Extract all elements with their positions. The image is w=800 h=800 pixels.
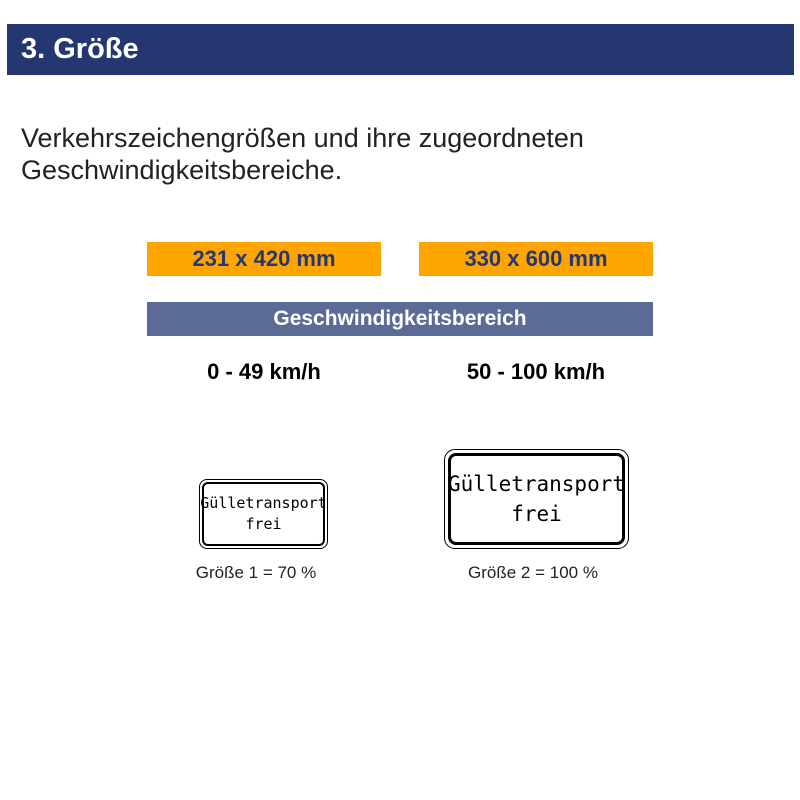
- section-header-bar: [7, 24, 794, 75]
- speed-range-large: 50 - 100 km/h: [466, 359, 606, 384]
- size-badge-large: 330 x 600 mm: [419, 242, 653, 276]
- speed-range-header: Geschwindigkeitsbereich: [147, 302, 653, 336]
- intro-line-1: Verkehrszeichengrößen und ihre zugeordneten: [21, 123, 584, 153]
- speed-range-small: 0 - 49 km/h: [207, 359, 321, 384]
- sign-small-line-2: frei: [245, 515, 282, 533]
- section-title: 3. Größe: [21, 33, 139, 65]
- intro-text: [21, 122, 721, 186]
- sign-large-line-2: frei: [511, 502, 562, 526]
- sign-small-caption: Größe 1 = 70 %: [195, 563, 317, 582]
- sign-large-caption: Größe 2 = 100 %: [468, 563, 598, 582]
- traffic-sign-large: [444, 449, 629, 549]
- size-badge-small: 231 x 420 mm: [147, 242, 381, 276]
- sign-small-line-1: Gülletransport: [200, 494, 327, 512]
- traffic-sign-small: [199, 479, 328, 549]
- sign-large-line-1: Gülletransport: [448, 472, 626, 496]
- intro-line-2: Geschwindigkeitsbereiche.: [21, 155, 343, 185]
- traffic-sign-large-face: [448, 453, 625, 545]
- traffic-sign-small-face: [202, 482, 325, 546]
